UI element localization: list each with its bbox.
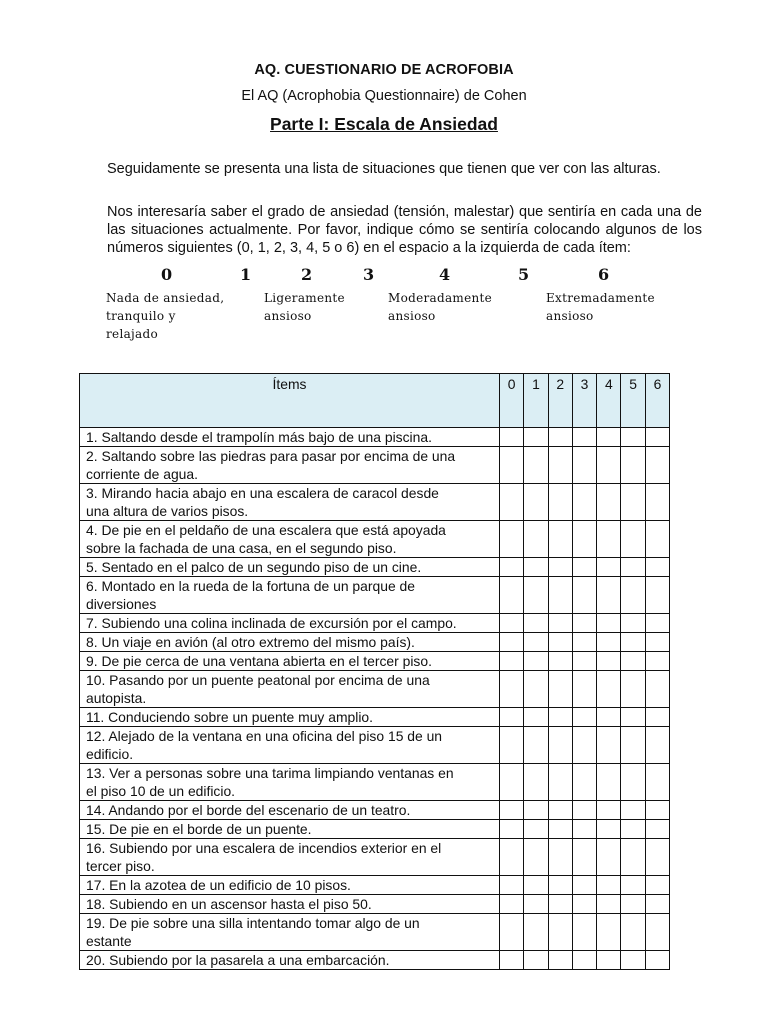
item-text-cell (80, 801, 500, 820)
item-text-line: diversiones (86, 596, 157, 612)
rating-box-0[interactable] (500, 447, 524, 484)
item-text-cell (80, 428, 500, 447)
table-row (80, 652, 670, 671)
rating-box-5[interactable] (621, 727, 645, 764)
rating-box-5[interactable] (621, 914, 645, 951)
rating-box-2[interactable] (548, 895, 572, 914)
rating-box-2[interactable] (548, 839, 572, 876)
item-text-cell (80, 914, 500, 951)
item-text-cell (80, 577, 500, 614)
rating-box-3[interactable] (572, 447, 596, 484)
rating-box-3[interactable] (572, 633, 596, 652)
table-row (80, 558, 670, 577)
item-text-cell (80, 820, 500, 839)
rating-box-3[interactable] (572, 764, 596, 801)
rating-box-6[interactable] (645, 895, 669, 914)
rating-box-4[interactable] (597, 447, 621, 484)
scale-column-header-0: 0 (500, 374, 524, 428)
rating-box-2[interactable] (548, 708, 572, 727)
rating-box-3[interactable] (572, 652, 596, 671)
item-text-line: 1. Saltando desde el trampolín más bajo de una piscina. (86, 429, 432, 445)
rating-box-0[interactable] (500, 764, 524, 801)
rating-box-2[interactable] (548, 764, 572, 801)
rating-box-2[interactable] (548, 577, 572, 614)
rating-box-1[interactable] (524, 577, 548, 614)
items-body (80, 428, 670, 970)
item-text-line: 6. Montado en la rueda de la fortuna de un parque de (86, 578, 415, 594)
rating-box-2[interactable] (548, 633, 572, 652)
rating-box-3[interactable] (572, 577, 596, 614)
rating-box-3[interactable] (572, 801, 596, 820)
table-row (80, 876, 670, 895)
rating-box-0[interactable] (500, 801, 524, 820)
rating-box-4[interactable] (597, 876, 621, 895)
item-text-line: 13. Ver a personas sobre una tarima limpiando ventanas en (86, 765, 454, 781)
rating-box-2[interactable] (548, 521, 572, 558)
item-text-line: 14. Andando por el borde del escenario de un teatro. (86, 802, 411, 818)
rating-box-1[interactable] (524, 801, 548, 820)
rating-box-0[interactable] (500, 820, 524, 839)
rating-box-5[interactable] (621, 839, 645, 876)
rating-box-0[interactable] (500, 521, 524, 558)
rating-box-2[interactable] (548, 914, 572, 951)
rating-box-4[interactable] (597, 895, 621, 914)
rating-box-3[interactable] (572, 876, 596, 895)
rating-box-6[interactable] (645, 652, 669, 671)
rating-box-4[interactable] (597, 820, 621, 839)
table-row (80, 801, 670, 820)
scale-column-header-2: 2 (548, 374, 572, 428)
rating-box-4[interactable] (597, 633, 621, 652)
rating-box-3[interactable] (572, 671, 596, 708)
item-text-cell (80, 484, 500, 521)
rating-box-5[interactable] (621, 801, 645, 820)
rating-box-1[interactable] (524, 727, 548, 764)
rating-box-6[interactable] (645, 951, 669, 970)
rating-box-3[interactable] (572, 895, 596, 914)
rating-box-5[interactable] (621, 951, 645, 970)
rating-box-4[interactable] (597, 652, 621, 671)
rating-box-3[interactable] (572, 951, 596, 970)
rating-box-2[interactable] (548, 428, 572, 447)
table-header-row (80, 374, 670, 428)
item-text-cell (80, 727, 500, 764)
item-text-cell (80, 764, 500, 801)
item-text-cell (80, 558, 500, 577)
part-title: Parte I: Escala de Ansiedad (270, 114, 498, 134)
rating-box-1[interactable] (524, 614, 548, 633)
rating-box-2[interactable] (548, 951, 572, 970)
scale-label-4: Moderadamente ansioso (388, 291, 493, 323)
rating-box-4[interactable] (597, 801, 621, 820)
rating-box-4[interactable] (597, 708, 621, 727)
item-text-line: estante (86, 933, 132, 949)
rating-box-1[interactable] (524, 895, 548, 914)
item-text-line: 2. Saltando sobre las piedras para pasar por encima de una (86, 448, 456, 464)
item-text-line: una altura de varios pisos. (86, 503, 249, 519)
rating-box-5[interactable] (621, 671, 645, 708)
item-text-line: 7. Subiendo una colina inclinada de excursión por el campo. (86, 615, 457, 631)
rating-box-3[interactable] (572, 820, 596, 839)
scale-label-2: Ligeramente ansioso (264, 291, 345, 323)
item-text-cell (80, 521, 500, 558)
rating-box-2[interactable] (548, 484, 572, 521)
item-text-line: sobre la fachada de una casa, en el segundo piso. (86, 540, 397, 556)
rating-box-0[interactable] (500, 633, 524, 652)
rating-box-1[interactable] (524, 876, 548, 895)
rating-box-6[interactable] (645, 820, 669, 839)
rating-box-3[interactable] (572, 727, 596, 764)
rating-box-6[interactable] (645, 614, 669, 633)
rating-box-1[interactable] (524, 633, 548, 652)
rating-box-5[interactable] (621, 764, 645, 801)
rating-box-0[interactable] (500, 951, 524, 970)
rating-box-1[interactable] (524, 708, 548, 727)
scale-number-6: 6 (598, 265, 610, 284)
rating-box-2[interactable] (548, 876, 572, 895)
rating-box-0[interactable] (500, 895, 524, 914)
item-text-cell (80, 447, 500, 484)
item-text-line: el piso 10 de un edificio. (86, 783, 236, 799)
item-text-line: 9. De pie cerca de una ventana abierta en el tercer piso. (86, 653, 432, 669)
rating-box-0[interactable] (500, 914, 524, 951)
item-text-line: tercer piso. (86, 858, 155, 874)
rating-box-4[interactable] (597, 764, 621, 801)
scale-label-0: Nada de ansiedad, tranquilo y relajado (106, 291, 225, 341)
document-subtitle: El AQ (Acrophobia Questionnaire) de Cohen (241, 88, 527, 104)
rating-box-5[interactable] (621, 820, 645, 839)
rating-box-6[interactable] (645, 484, 669, 521)
rating-box-5[interactable] (621, 558, 645, 577)
table-row (80, 895, 670, 914)
rating-box-0[interactable] (500, 671, 524, 708)
rating-box-2[interactable] (548, 652, 572, 671)
rating-box-1[interactable] (524, 839, 548, 876)
rating-box-0[interactable] (500, 484, 524, 521)
rating-box-6[interactable] (645, 708, 669, 727)
item-text-line: 15. De pie en el borde de un puente. (86, 821, 312, 837)
table-row (80, 614, 670, 633)
rating-box-0[interactable] (500, 428, 524, 447)
item-text-line: autopista. (86, 690, 147, 706)
rating-box-4[interactable] (597, 839, 621, 876)
item-text-cell (80, 652, 500, 671)
table-row (80, 708, 670, 727)
document-title: AQ. CUESTIONARIO DE ACROFOBIA (254, 62, 514, 78)
table-row (80, 727, 670, 764)
rating-box-1[interactable] (524, 521, 548, 558)
rating-box-6[interactable] (645, 914, 669, 951)
rating-box-6[interactable] (645, 671, 669, 708)
rating-box-3[interactable] (572, 484, 596, 521)
item-text-line: 3. Mirando hacia abajo en una escalera de caracol desde (86, 485, 439, 501)
item-text-line: corriente de agua. (86, 466, 198, 482)
rating-box-4[interactable] (597, 521, 621, 558)
table-row (80, 671, 670, 708)
rating-box-4[interactable] (597, 577, 621, 614)
rating-box-0[interactable] (500, 708, 524, 727)
response-table (79, 373, 670, 970)
rating-box-5[interactable] (621, 876, 645, 895)
rating-box-5[interactable] (621, 428, 645, 447)
rating-box-6[interactable] (645, 447, 669, 484)
rating-box-0[interactable] (500, 652, 524, 671)
table-row (80, 447, 670, 484)
table-row (80, 839, 670, 876)
rating-box-2[interactable] (548, 614, 572, 633)
rating-box-1[interactable] (524, 951, 548, 970)
rating-box-1[interactable] (524, 764, 548, 801)
items-column-header: Ítems (80, 374, 500, 428)
table-row (80, 521, 670, 558)
rating-box-3[interactable] (572, 521, 596, 558)
item-text-line: 5. Sentado en el palco de un segundo piso de un cine. (86, 559, 422, 575)
rating-box-4[interactable] (597, 558, 621, 577)
item-text-cell (80, 633, 500, 652)
item-text-line: 10. Pasando por un puente peatonal por encima de una (86, 672, 430, 688)
rating-box-1[interactable] (524, 484, 548, 521)
rating-box-6[interactable] (645, 876, 669, 895)
rating-box-5[interactable] (621, 633, 645, 652)
intro-paragraph-2: Nos interesaría saber el grado de ansiedad (tensión, malestar) que sentiría en cada una de las situaciones actualmente. Por favor, indique cómo se sentiría colocando algunos de los números siguientes (0, 1, 2, 3, 4, 5 o 6) en el espacio a la izquierda de cada ítem: (107, 204, 702, 256)
item-text-cell (80, 708, 500, 727)
rating-box-0[interactable] (500, 577, 524, 614)
scale-label-6: Extremadamente ansioso (546, 291, 655, 323)
rating-box-1[interactable] (524, 671, 548, 708)
rating-box-6[interactable] (645, 428, 669, 447)
item-text-cell (80, 895, 500, 914)
rating-box-0[interactable] (500, 727, 524, 764)
rating-box-1[interactable] (524, 428, 548, 447)
rating-box-6[interactable] (645, 801, 669, 820)
rating-box-3[interactable] (572, 558, 596, 577)
table-row (80, 633, 670, 652)
item-text-line: edificio. (86, 746, 134, 762)
rating-box-6[interactable] (645, 727, 669, 764)
item-text-line: 12. Alejado de la ventana en una oficina del piso 15 de un (86, 728, 443, 744)
item-text-line: 4. De pie en el peldaño de una escalera que está apoyada (86, 522, 446, 538)
item-text-line: 18. Subiendo en un ascensor hasta el piso 50. (86, 896, 372, 912)
rating-box-0[interactable] (500, 614, 524, 633)
rating-box-4[interactable] (597, 671, 621, 708)
rating-box-6[interactable] (645, 577, 669, 614)
scale-number-3: 3 (363, 265, 375, 284)
table-row (80, 764, 670, 801)
rating-box-5[interactable] (621, 895, 645, 914)
table-row (80, 820, 670, 839)
rating-box-0[interactable] (500, 876, 524, 895)
rating-box-2[interactable] (548, 558, 572, 577)
item-text-line: 11. Conduciendo sobre un puente muy amplio. (86, 709, 374, 725)
rating-box-4[interactable] (597, 727, 621, 764)
item-text-cell (80, 839, 500, 876)
rating-box-5[interactable] (621, 484, 645, 521)
rating-box-5[interactable] (621, 708, 645, 727)
rating-box-2[interactable] (548, 820, 572, 839)
rating-box-6[interactable] (645, 558, 669, 577)
rating-box-3[interactable] (572, 428, 596, 447)
rating-box-3[interactable] (572, 614, 596, 633)
rating-box-4[interactable] (597, 914, 621, 951)
table-row (80, 914, 670, 951)
rating-box-5[interactable] (621, 447, 645, 484)
rating-box-6[interactable] (645, 633, 669, 652)
rating-box-6[interactable] (645, 839, 669, 876)
rating-box-4[interactable] (597, 484, 621, 521)
rating-box-5[interactable] (621, 652, 645, 671)
rating-box-6[interactable] (645, 764, 669, 801)
rating-box-1[interactable] (524, 652, 548, 671)
scale-column-header-4: 4 (597, 374, 621, 428)
scale-column-header-5: 5 (621, 374, 645, 428)
rating-box-1[interactable] (524, 558, 548, 577)
rating-box-2[interactable] (548, 727, 572, 764)
table-row (80, 951, 670, 970)
scale-number-2: 2 (301, 265, 313, 284)
item-text-line: 17. En la azotea de un edificio de 10 pisos. (86, 877, 351, 893)
scale-number-0: 0 (161, 265, 173, 284)
rating-box-2[interactable] (548, 801, 572, 820)
item-text-line: 16. Subiendo por una escalera de incendios exterior en el (86, 840, 442, 856)
rating-box-4[interactable] (597, 614, 621, 633)
scale-column-header-1: 1 (524, 374, 548, 428)
scale-number-5: 5 (518, 265, 530, 284)
scale-column-header-6: 6 (645, 374, 669, 428)
rating-box-2[interactable] (548, 671, 572, 708)
rating-box-4[interactable] (597, 428, 621, 447)
rating-box-3[interactable] (572, 914, 596, 951)
rating-box-5[interactable] (621, 521, 645, 558)
item-text-cell (80, 951, 500, 970)
rating-box-2[interactable] (548, 447, 572, 484)
table-row (80, 428, 670, 447)
rating-box-5[interactable] (621, 614, 645, 633)
scale-number-4: 4 (439, 265, 451, 284)
rating-box-0[interactable] (500, 558, 524, 577)
rating-box-1[interactable] (524, 820, 548, 839)
item-text-cell (80, 876, 500, 895)
rating-box-5[interactable] (621, 577, 645, 614)
item-text-line: 19. De pie sobre una silla intentando tomar algo de un (86, 915, 420, 931)
rating-box-3[interactable] (572, 708, 596, 727)
rating-box-3[interactable] (572, 839, 596, 876)
rating-box-1[interactable] (524, 447, 548, 484)
item-text-line: 20. Subiendo por la pasarela a una embarcación. (86, 952, 390, 968)
rating-box-4[interactable] (597, 951, 621, 970)
intro-paragraph-1: Seguidamente se presenta una lista de situaciones que tienen que ver con las alturas. (107, 161, 661, 177)
rating-box-1[interactable] (524, 914, 548, 951)
rating-box-0[interactable] (500, 839, 524, 876)
table-row (80, 577, 670, 614)
table-row (80, 484, 670, 521)
scale-number-1: 1 (240, 265, 252, 284)
item-text-cell (80, 671, 500, 708)
item-text-cell (80, 614, 500, 633)
item-text-line: 8. Un viaje en avión (al otro extremo del mismo país). (86, 634, 415, 650)
rating-box-6[interactable] (645, 521, 669, 558)
scale-column-header-3: 3 (572, 374, 596, 428)
